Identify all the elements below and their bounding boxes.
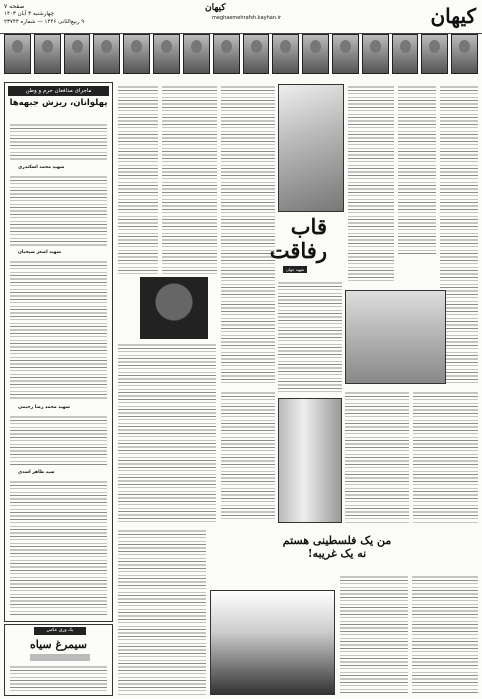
article-text-block bbox=[221, 84, 275, 384]
article-text-block bbox=[413, 390, 478, 525]
portrait-photo bbox=[64, 34, 91, 74]
portrait-photo bbox=[243, 34, 270, 74]
box-kicker: یک ورق عکس bbox=[34, 627, 86, 635]
article-text-block bbox=[412, 574, 478, 695]
portrait-photo bbox=[213, 34, 240, 74]
portrait-photo bbox=[34, 34, 61, 74]
bottom-headline-line1: من یک فلسطینی هستم bbox=[282, 534, 392, 547]
feature-title-line1: قاب bbox=[290, 214, 327, 239]
flag-protest-photo bbox=[210, 590, 335, 695]
left-subheading: سید طاهر اسدی bbox=[18, 470, 55, 475]
martyr-portrait-photo bbox=[140, 277, 208, 339]
article-text-block bbox=[10, 122, 107, 162]
feature-title-line2: رفاقت bbox=[269, 238, 327, 263]
portrait-photo bbox=[123, 34, 150, 74]
article-text-block bbox=[278, 280, 342, 395]
portrait-photo bbox=[302, 34, 329, 74]
portrait-photo bbox=[332, 34, 359, 74]
left-subheading: شهید محمد رضا رحیمی bbox=[18, 405, 71, 410]
article-text-block bbox=[340, 574, 408, 695]
portrait-photo bbox=[153, 34, 180, 74]
article-text-block bbox=[118, 528, 206, 695]
box-author bbox=[30, 654, 90, 661]
article-text-block bbox=[398, 84, 436, 256]
runner-photo bbox=[278, 84, 344, 212]
article-text-block bbox=[10, 479, 107, 617]
article-text-block bbox=[118, 84, 158, 274]
portrait-photo bbox=[4, 34, 31, 74]
article-text-block bbox=[221, 390, 275, 522]
article-text-block bbox=[345, 390, 409, 525]
portrait-captions bbox=[4, 75, 478, 81]
bottom-headline-line2: نه یک غریبه! bbox=[307, 547, 367, 560]
left-headline: پهلوانان، ریزش جبهه‌ها bbox=[9, 98, 108, 108]
article-text-block bbox=[10, 259, 107, 401]
monument-photo bbox=[278, 398, 342, 523]
newspaper-logo: کیهان bbox=[430, 4, 476, 28]
portrait-photo bbox=[183, 34, 210, 74]
box-title: سیمرغ سیاه bbox=[29, 638, 87, 651]
portrait-photo bbox=[421, 34, 448, 74]
portrait-photo bbox=[362, 34, 389, 74]
feature-title bbox=[269, 214, 327, 263]
left-subheading: شهید اصغر شیخیان bbox=[18, 250, 62, 255]
feature-caption: شهید جهان bbox=[283, 266, 307, 273]
section-brand: کیهان bbox=[205, 3, 226, 13]
left-subheading: شهید محمد اسکندری bbox=[18, 165, 65, 170]
section-url: meghaemehrafsh.kayhan.ir bbox=[212, 15, 282, 21]
date-line: چهارشنبه ۳ آبان ۱۴۰۳ bbox=[4, 11, 54, 17]
portrait-photo bbox=[451, 34, 478, 74]
article-text-block bbox=[348, 84, 394, 284]
issue-line: ۹ ربیع‌الثانی ۱۴۴۶ — شماره ۲۳۷۴۴ bbox=[4, 19, 85, 25]
two-men-photo bbox=[345, 290, 446, 384]
article-text-block bbox=[118, 342, 216, 522]
article-text-block bbox=[162, 84, 217, 274]
portrait-photo bbox=[93, 34, 120, 74]
portrait-photo bbox=[272, 34, 299, 74]
page-number: صفحه ۷ bbox=[4, 3, 25, 10]
article-text-block bbox=[10, 174, 107, 246]
portrait-photo bbox=[392, 34, 419, 74]
article-text-block bbox=[10, 664, 107, 694]
article-text-block bbox=[10, 414, 107, 466]
martyr-portrait-strip bbox=[4, 34, 478, 74]
bottom-headline bbox=[232, 534, 442, 560]
left-kicker: ماجرای مدافعان حرم و وطن bbox=[8, 86, 109, 96]
